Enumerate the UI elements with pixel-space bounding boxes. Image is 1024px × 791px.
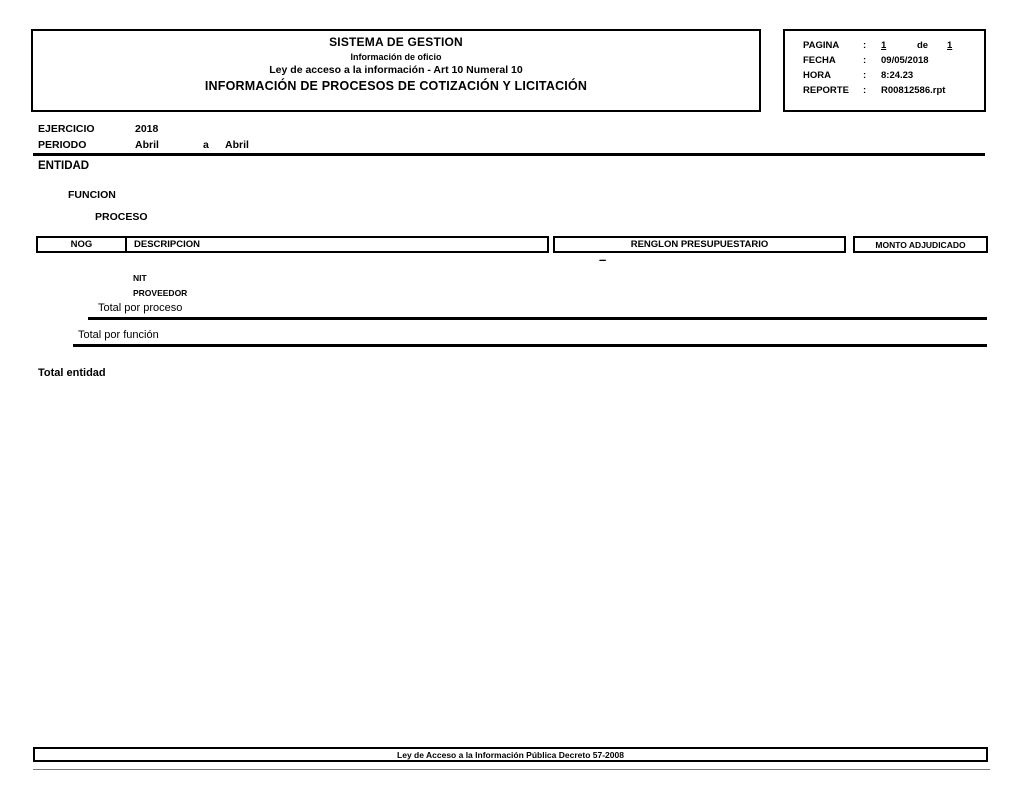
pagina-separator: : <box>863 40 867 51</box>
column-header-nog: NOG <box>38 238 127 251</box>
periodo-divider-line <box>33 153 985 156</box>
hora-label: HORA <box>803 70 831 81</box>
periodo-to-value: Abril <box>225 139 249 151</box>
ejercicio-row <box>38 123 158 135</box>
hora-value: 8:24.23 <box>881 70 914 81</box>
proceso-label: PROCESO <box>95 211 148 223</box>
fecha-label: FECHA <box>803 55 836 66</box>
funcion-label: FUNCION <box>68 189 116 201</box>
nit-label: NIT <box>133 273 147 283</box>
report-meta-box <box>783 29 986 112</box>
report-header-box <box>31 29 761 112</box>
ejercicio-label: EJERCICIO <box>38 123 95 135</box>
meta-row-hora <box>803 68 984 83</box>
footer-legal-text: Ley de Acceso a la Información Pública Decreto 57-2008 <box>397 749 624 760</box>
header-subtitle: Información de oficio <box>350 52 442 62</box>
hora-separator: : <box>863 70 867 81</box>
fecha-separator: : <box>863 55 867 66</box>
footer-bottom-line <box>33 769 990 770</box>
pagina-value: 1 <box>881 40 887 51</box>
column-header-monto-adjudicado: MONTO ADJUDICADO <box>853 236 988 253</box>
total-por-funcion-label: Total por función <box>78 329 159 341</box>
total-por-proceso-label: Total por proceso <box>98 302 183 314</box>
system-title: SISTEMA DE GESTION <box>329 35 463 49</box>
periodo-connector: a <box>203 139 209 151</box>
column-header-renglon-presupuestario: RENGLON PRESUPUESTARIO <box>553 236 846 253</box>
column-header-descripcion: DESCRIPCION <box>134 239 200 250</box>
pagina-de-label: de <box>917 40 929 51</box>
fecha-value: 09/05/2018 <box>881 55 929 66</box>
footer-legal-bar <box>33 747 988 762</box>
pagina-total: 1 <box>947 40 953 51</box>
reporte-separator: : <box>863 85 867 96</box>
meta-row-fecha <box>803 53 984 68</box>
page-title: INFORMACIÓN DE PROCESOS DE COTIZACIÓN Y LICITACIÓN <box>204 79 588 93</box>
ejercicio-value: 2018 <box>135 123 159 135</box>
periodo-label: PERIODO <box>38 139 87 151</box>
entidad-label: ENTIDAD <box>38 160 90 172</box>
reporte-value: R00812586.rpt <box>881 85 946 96</box>
empty-value-dash: – <box>599 252 607 267</box>
table-header-left <box>36 236 549 253</box>
total-proceso-line <box>88 317 987 320</box>
header-law-line: Ley de acceso a la información - Art 10 Numeral 10 <box>269 64 523 76</box>
periodo-from-value: Abril <box>135 139 159 151</box>
periodo-row <box>38 139 249 151</box>
total-entidad-label: Total entidad <box>38 367 106 379</box>
meta-row-pagina <box>803 38 984 53</box>
meta-row-reporte <box>803 83 984 98</box>
total-funcion-line <box>73 344 987 347</box>
pagina-label: PAGINA <box>803 40 840 51</box>
reporte-label: REPORTE <box>803 85 849 96</box>
proveedor-label: PROVEEDOR <box>133 288 188 298</box>
